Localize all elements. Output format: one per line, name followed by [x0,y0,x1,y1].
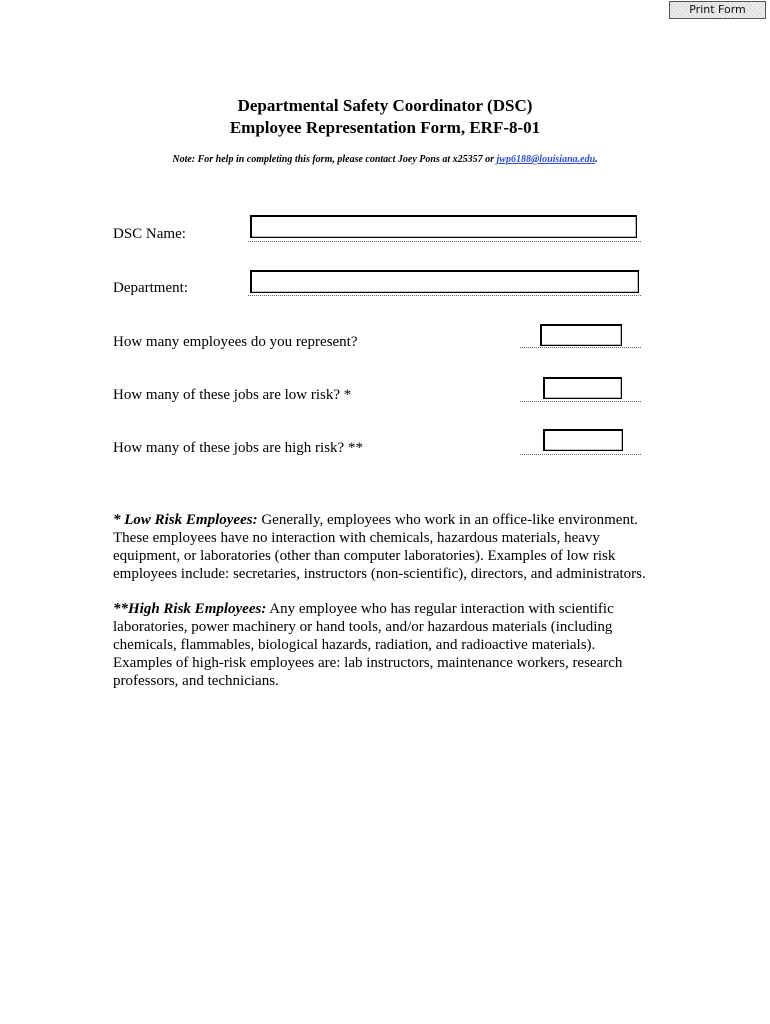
high-risk-count-label: How many of these jobs are high risk? ** [113,440,363,456]
dsc-name-field[interactable] [250,215,637,238]
help-note-text: Note: For help in completing this form, please contact Joey Pons at x25357 or [172,154,497,165]
low-risk-count-label: How many of these jobs are low risk? * [113,387,352,403]
print-form-button[interactable]: Print Form [669,1,766,19]
department-underline [248,295,641,296]
employees-count-underline [520,347,641,348]
dsc-name-label: DSC Name: [113,226,186,242]
high-risk-definition [113,600,658,690]
low-risk-heading: * Low Risk Employees: [113,512,258,528]
high-risk-count-underline [520,454,641,455]
form-title-line-2: Employee Representation Form, ERF-8-01 [229,118,541,137]
employees-count-label: How many employees do you represent? [113,334,358,350]
high-risk-text: Any employee who has regular interaction with scientific laboratories, power machinery or hand tools, and/or hazardous materials (including chemicals, flammables, biological hazards, radiation, and radioactive materials). Examples of high-risk employees are: lab instructors, maintenance workers, research professors, and technicians. [113,601,623,689]
help-note-suffix: . [595,154,598,165]
help-note [0,154,770,165]
low-risk-count-underline [520,401,641,402]
high-risk-heading: **High Risk Employees: [113,601,267,617]
department-field[interactable] [250,270,639,293]
high-risk-count-field[interactable] [543,429,623,451]
form-title-line-1: Departmental Safety Coordinator (DSC) [237,96,533,115]
department-label: Department: [113,280,188,296]
low-risk-count-field[interactable] [543,377,622,399]
employees-count-field[interactable] [540,324,622,346]
low-risk-text: Generally, employees who work in an office-like environment. These employees have no interaction with chemicals, hazardous materials, heavy equipment, or laboratories (other than computer laboratories). Examples of low risk employees include: secretaries, instructors (non-scientific), directors, and administrators. [113,512,646,582]
dsc-name-underline [248,241,641,242]
contact-email-link[interactable]: jwp6188@louisiana.edu [496,154,596,165]
low-risk-definition [113,511,658,583]
